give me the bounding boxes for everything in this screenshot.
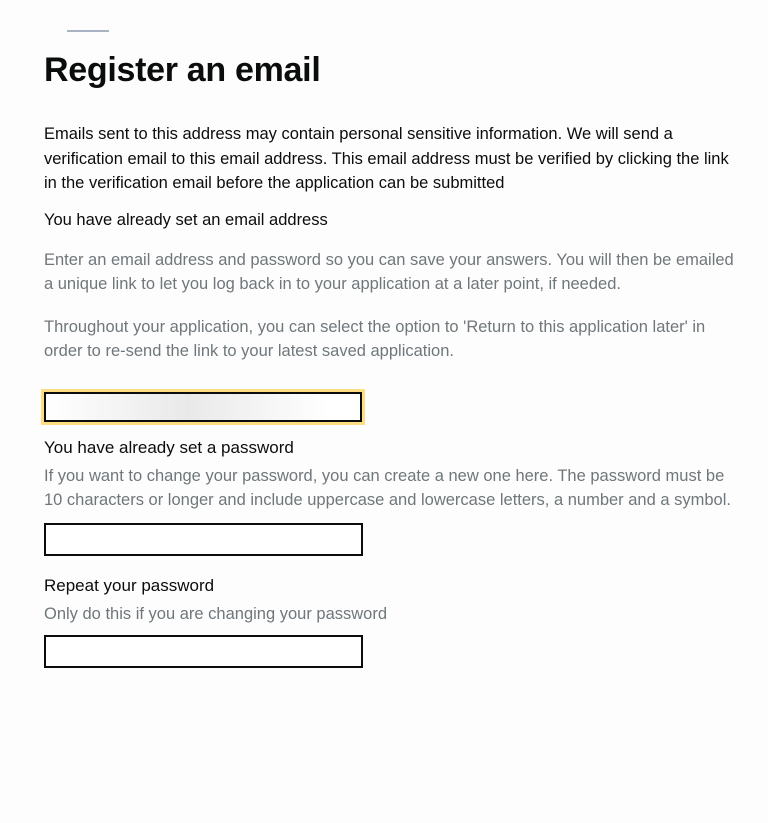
email-hint-return: Throughout your application, you can select the option to 'Return to this application later' in order to re-send the link to your latest saved application. — [44, 317, 706, 360]
password-input[interactable] — [44, 523, 363, 556]
email-hint-save: Enter an email address and password so you can save your answers. You will then be emailed a unique link to let you log back in to your application at a later point, if needed. — [44, 250, 734, 293]
register-email-form — [44, 50, 734, 668]
password-hint: If you want to change your password, you can create a new one here. The password must be 10 characters or longer and include uppercase and lowercase letters, a number and a symbol. — [44, 466, 731, 509]
repeat-password-label: Repeat your password — [44, 575, 215, 595]
password-label: You have already set a password — [44, 437, 294, 457]
email-set-label: You have already set an email address — [44, 210, 328, 229]
intro-text: Emails sent to this address may contain personal sensitive information. We will send a verification email to this email address. This email address must be verified by clicking the link in the verification email before the application can be submitted — [44, 125, 729, 192]
page-title: Register an email — [44, 51, 321, 89]
top-accent-line — [67, 30, 109, 32]
email-input[interactable] — [44, 392, 362, 422]
repeat-password-hint: Only do this if you are changing your password — [44, 604, 388, 623]
repeat-password-input[interactable] — [44, 635, 363, 668]
